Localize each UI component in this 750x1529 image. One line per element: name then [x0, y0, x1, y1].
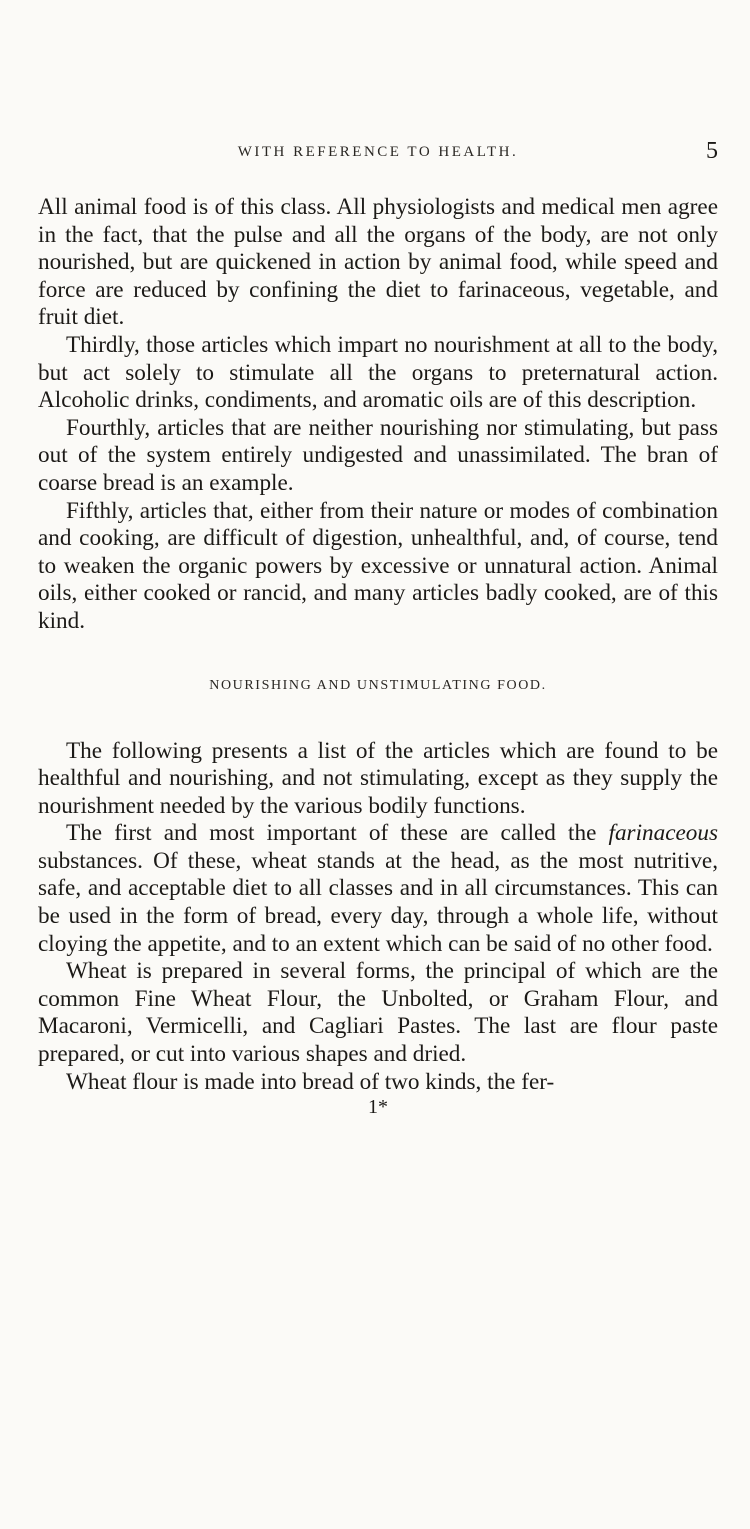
paragraph-thirdly: Thirdly, those articles which impart no nourishment at all to the body, but act solely to stimulate all the organs to preternatural action. Alcoholic drinks, condiments, and aromatic oils are of this description. — [38, 331, 718, 414]
paragraph-following-list: The following presents a list of the articles which are found to be healthful and nourishing, and not stimulating, except as they supply the nourishment needed by the various bodily functions. — [38, 737, 718, 819]
paragraph-animal-food: All animal food is of this class. All physiologists and medical men agree in the fact, that the pulse and all the organs of the body, are not only nourished, but are quickened in action by animal food, while speed and force are reduced by confining the diet to farinaceous, vegetable, and fruit diet. — [38, 194, 718, 331]
paragraph-farinaceous — [38, 820, 718, 958]
page-number: 5 — [706, 138, 718, 164]
farinaceous-term: farinaceous — [608, 820, 718, 847]
signature-mark: 1* — [368, 1096, 388, 1119]
paragraph-farinaceous-start: The first and most important of these are called the — [66, 820, 609, 847]
section-heading: NOURISHING AND UNSTIMULATING FOOD. — [209, 677, 547, 693]
running-head — [38, 138, 718, 172]
paragraph-wheat-forms: Wheat is prepared in several forms, the principal of which are the common Fine Wheat Flour, the Unbolted, or Graham Flour, and Macaroni, Vermicelli, and Cagliari Pastes. The last are flour paste prepared, or cut into various shapes and dried. — [38, 958, 718, 1068]
paragraph-wheat-bread: Wheat flour is made into bread of two kinds, the fer- — [66, 1068, 555, 1095]
running-title: WITH REFERENCE TO HEALTH. — [237, 144, 519, 160]
paragraph-fourthly: Fourthly, articles that are neither nourishing nor stimulating, but pass out of the system entirely undigested and unassimilated. The bran of coarse bread is an example. — [38, 414, 718, 496]
paragraph-farinaceous-end: substances. Of these, wheat stands at the head, as the most nutritive, safe, and acceptable diet to all classes and in all circumstances. This can be used in the form of bread, every day, through a whole life, without cloying the appetite, and to an extent which can be said of no other food. — [38, 847, 718, 957]
paragraph-fifthly: Fifthly, articles that, either from their nature or modes of combination and cooking, are difficult of digestion, unhealthful, and, of course, tend to weaken the organic powers by excessive or unnatural action. Animal oils, either cooked or rancid, and many articles badly cooked, are of this kind. — [38, 497, 718, 634]
book-page — [38, 138, 718, 1119]
